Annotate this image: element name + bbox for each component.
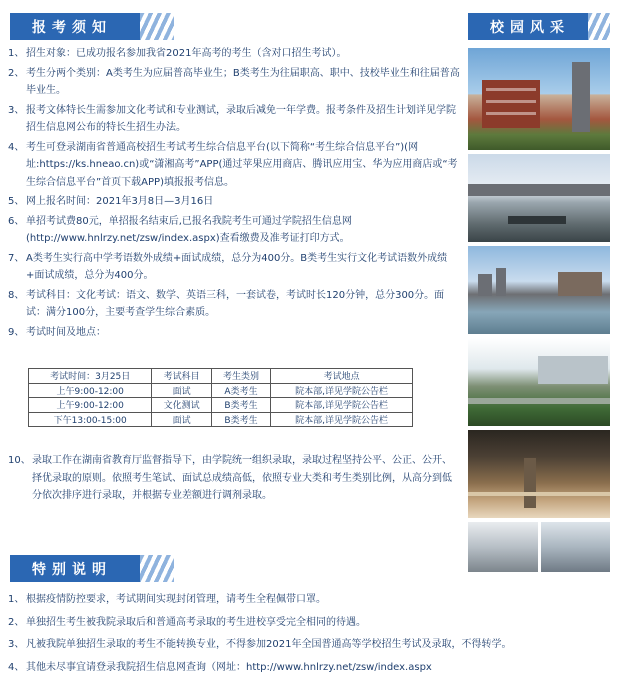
- item-number: 7、: [8, 252, 25, 264]
- special-item: [8, 658, 612, 679]
- table-cell: 文化测试: [152, 398, 211, 413]
- item-number: 2、: [8, 67, 25, 79]
- item-text: 单招考试费80元，单招报名结束后,已报名我院考生可通过学院招生信息网(http://www.hnlrzy.net/zsw/index.aspx)查看缴费及准考证打印方式。: [26, 215, 352, 244]
- table-header-row: [29, 369, 413, 384]
- table-row: [29, 398, 413, 413]
- item-text: 凡被我院单独招生录取的考生不能转换专业，不得参加2021年全国普通高等学校招生考试及录取，不得转学。: [26, 639, 512, 650]
- table-cell: A类考生: [211, 383, 270, 398]
- item-number: 4、: [8, 141, 25, 153]
- campus-photo-building: [468, 48, 610, 150]
- table-header-cell: 考生类别: [211, 369, 270, 384]
- item-number: 10、: [8, 455, 31, 466]
- item-number: 1、: [8, 48, 25, 59]
- notice-list: [8, 45, 460, 343]
- special-item: [8, 635, 612, 656]
- campus-photo-column: [468, 48, 610, 572]
- campus-photo-plaza: [468, 154, 610, 242]
- notice-banner: [10, 13, 140, 40]
- item-text: 网上报名时间：2021年3月8日—3月16日: [26, 196, 214, 207]
- item-number: 5、: [8, 196, 25, 207]
- notice-item: [8, 65, 460, 100]
- item-number: 4、: [8, 661, 25, 673]
- notice-item: [8, 250, 460, 285]
- table-cell: 面试: [152, 412, 211, 427]
- table-row: [29, 412, 413, 427]
- item-number: 8、: [8, 289, 25, 301]
- banner-stripes-decoration: [588, 13, 610, 40]
- special-item: [8, 590, 612, 611]
- special-item: [8, 613, 612, 634]
- special-banner-title: 特别说明: [32, 561, 112, 578]
- item-number: 1、: [8, 594, 25, 605]
- notice-item: [8, 213, 460, 248]
- item-text: 报考文体特长生需参加文化考试和专业测试，录取后减免一年学费。报考条件及招生计划详见学院招生信息网公布的特长生招生办法。: [26, 104, 456, 133]
- item-number: 6、: [8, 215, 25, 227]
- notice-item: [8, 45, 460, 63]
- table-cell: 上午9:00-12:00: [29, 383, 152, 398]
- table-cell: 面试: [152, 383, 211, 398]
- notice-banner-title: 报考须知: [32, 19, 112, 36]
- table-row: [29, 383, 413, 398]
- table-cell: 下午13:00-15:00: [29, 412, 152, 427]
- table-header-cell: 考试时间：3月25日: [29, 369, 152, 384]
- item-text: 考试时间及地点：: [26, 326, 106, 338]
- item-text: 考生分两个类别：A类考生为应届普高毕业生；B类考生为往届职高、职中、技校毕业生和往届普高毕业生。: [26, 67, 460, 96]
- item-text: 其他未尽事宜请登录我院招生信息网查询（网址：http://www.hnlrzy.net/zsw/index.aspx: [26, 661, 432, 673]
- campus-photo-dorm-desk: [468, 522, 538, 572]
- campus-photo-lake: [468, 246, 610, 334]
- table-cell: 院本部,详见学院公告栏: [271, 398, 413, 413]
- notice-item: [8, 287, 460, 322]
- campus-photo-cafeteria: [468, 430, 610, 518]
- item-number: 2、: [8, 616, 25, 628]
- table-cell: 院本部,详见学院公告栏: [271, 412, 413, 427]
- special-banner: [10, 555, 140, 582]
- item-text: A类考生实行高中学考语数外成绩+面试成绩，总分为400分。B类考生实行文化考试语数外成绩+面试成绩，总分为400分。: [26, 252, 448, 281]
- item-number: 3、: [8, 104, 25, 116]
- notice-item: [8, 324, 460, 342]
- item-text: 招生对象：已成功报名参加我省2021年高考的考生（含对口招生考试）。: [26, 48, 347, 59]
- banner-stripes-decoration: [140, 555, 174, 582]
- item-text: 根据疫情防控要求，考试期间实现封闭管理，请考生全程佩带口罩。: [26, 594, 326, 605]
- item-number: 3、: [8, 639, 25, 650]
- item-text: 考试科目：文化考试：语文、数学、英语三科，一套试卷，考试时长120分钟，总分300分。面试：满分100分，主要考查学生综合素质。: [26, 289, 445, 318]
- item-text: 单独招生考生被我院录取后和普通高考录取的考生进校享受完全相同的待遇。: [26, 616, 366, 628]
- special-notes-list: [8, 590, 612, 680]
- table-cell: B类考生: [211, 412, 270, 427]
- item-text: 录取工作在湖南省教育厅监督指导下，由学院统一组织录取，录取过程坚持公平、公正、公开、择优录取的原则。依照考生笔试、面试总成绩高低，依照专业大类和考生类别比例，从高分到低分依次排序进行录取，并根据专业差额进行调剂录取。: [32, 455, 452, 501]
- notice-list-continued: [8, 452, 460, 507]
- item-text: 考生可登录湖南省普通高校招生考试考生综合信息平台(以下简称“考生综合信息平台”)(网址:https://ks.hneao.cn)或“潇湘高考”APP(通过苹果应用商店、腾讯应用宝、华为应用商店或“考生综合信息平台”首页下载APP)填报报考信息。: [26, 141, 458, 188]
- table-header-cell: 考试地点: [271, 369, 413, 384]
- notice-item: [8, 102, 460, 137]
- campus-banner: [468, 13, 588, 40]
- exam-schedule-table: [28, 368, 413, 427]
- table-header-cell: 考试科目: [152, 369, 211, 384]
- campus-banner-title: 校园风采: [490, 19, 570, 36]
- banner-stripes-decoration: [140, 13, 174, 40]
- notice-item: [8, 452, 460, 505]
- table-cell: 院本部,详见学院公告栏: [271, 383, 413, 398]
- campus-photo-dorm-bed: [541, 522, 610, 572]
- table-cell: B类考生: [211, 398, 270, 413]
- table-cell: 上午9:00-12:00: [29, 398, 152, 413]
- campus-photo-pair: [468, 522, 610, 572]
- notice-item: [8, 193, 460, 211]
- item-number: 9、: [8, 326, 25, 338]
- notice-item: [8, 139, 460, 192]
- campus-photo-garden: [468, 338, 610, 426]
